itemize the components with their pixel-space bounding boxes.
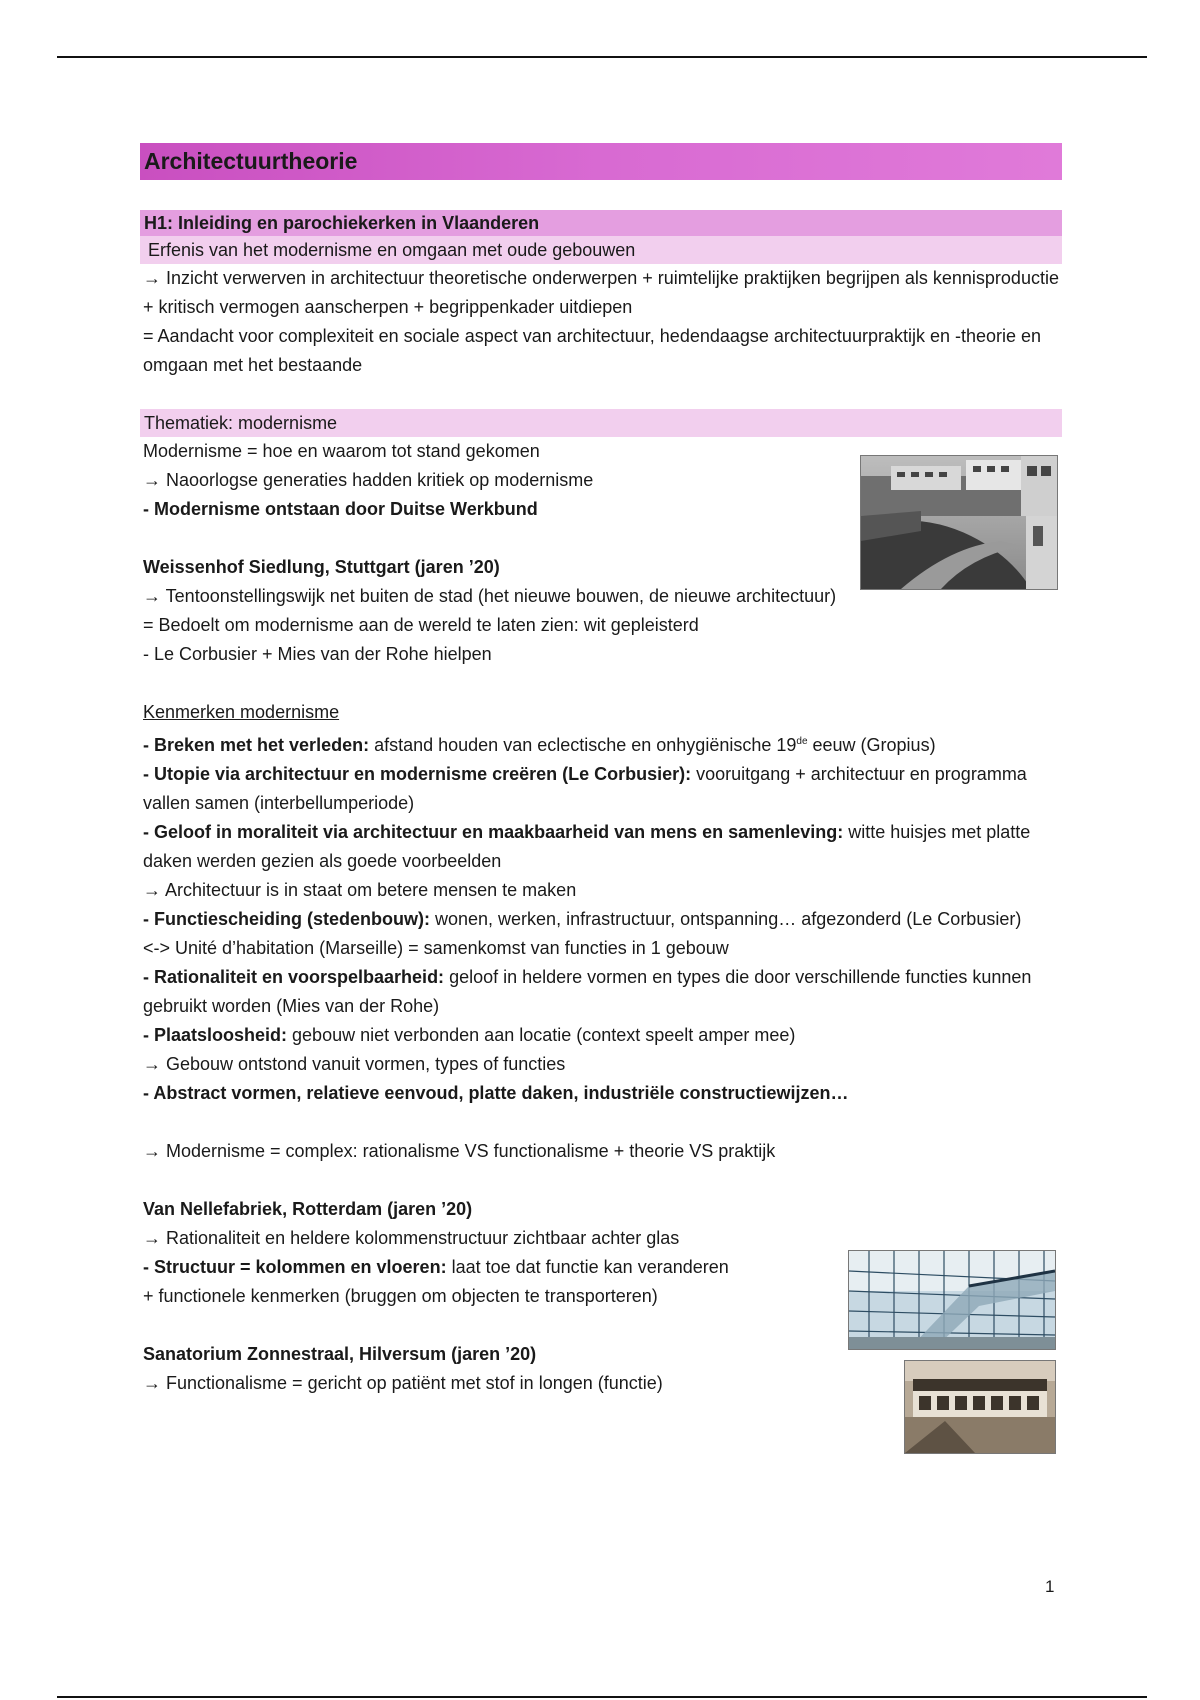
kenmerk-item: - Abstract vormen, relatieve eenvoud, platte daken, industriële constructiewijzen… bbox=[143, 1083, 849, 1103]
kenmerk-item: - Rationaliteit en voorspelbaarheid: geloof in heldere vormen en types die door verschillende functies kunnen gebruikt worden (Mies van der Rohe) bbox=[143, 967, 1032, 1016]
intro-paragraph-1: → Inzicht verwerven in architectuur theoretische onderwerpen + ruimtelijke praktijken begrijpen als kennisproductie + kritisch vermogen aanscherpen + begrippenkader uitdiepen bbox=[143, 268, 1059, 317]
kenmerk-note: → Gebouw ontstond vanuit vormen, types of functies bbox=[143, 1054, 566, 1074]
kenmerk-item: - Functiescheiding (stedenbouw): wonen, werken, infrastructuur, ontspanning… afgezonderd (Le Corbusier) bbox=[143, 909, 1022, 929]
modernism-line: → Naoorlogse generaties hadden kritiek op modernisme bbox=[143, 470, 594, 490]
header-rule bbox=[57, 56, 1147, 58]
zonnestraal-photo bbox=[904, 1360, 1056, 1454]
weissenhof-line: → Tentoonstellingswijk net buiten de stad (het nieuwe bouwen, de nieuwe architectuur) bbox=[143, 586, 837, 606]
kenmerk-item: - Geloof in moraliteit via architectuur en maakbaarheid van mens en samenleving: witte huisjes met platte daken werden gezien als goede voorbeelden bbox=[143, 822, 1031, 871]
modernism-line: - Modernisme ontstaan door Duitse Werkbund bbox=[143, 499, 538, 519]
weissenhof-photo bbox=[860, 455, 1058, 590]
page-number: 1 bbox=[1045, 1577, 1055, 1596]
weissenhof-line: - Le Corbusier + Mies van der Rohe hielpen bbox=[143, 644, 492, 664]
theme-heading: Thematiek: modernisme bbox=[140, 409, 1062, 437]
document-title: Architectuurtheorie bbox=[140, 143, 1062, 180]
nelle-title: Van Nellefabriek, Rotterdam (jaren ’20) bbox=[143, 1199, 473, 1219]
kenmerk-item: - Breken met het verleden: afstand houden van eclectische en onhygiënische 19de eeuw (Gropius) bbox=[143, 735, 936, 755]
nelle-line: - Structuur = kolommen en vloeren: laat toe dat functie kan veranderen bbox=[143, 1257, 729, 1277]
subheading: Erfenis van het modernisme en omgaan met oude gebouwen bbox=[140, 236, 1062, 264]
conclusion-line: → Modernisme = complex: rationalisme VS functionalisme + theorie VS praktijk bbox=[143, 1141, 776, 1161]
van-nelle-photo bbox=[848, 1250, 1056, 1350]
kenmerk-note: <-> Unité d’habitation (Marseille) = samenkomst van functies in 1 gebouw bbox=[143, 938, 729, 958]
footer-rule bbox=[57, 1696, 1147, 1698]
modernism-line: Modernisme = hoe en waarom tot stand gekomen bbox=[143, 441, 540, 461]
document-body bbox=[140, 143, 1062, 1398]
chapter-heading: H1: Inleiding en parochiekerken in Vlaanderen bbox=[140, 210, 1062, 236]
kenmerk-item: - Utopie via architectuur en modernisme creëren (Le Corbusier): vooruitgang + architectuur en programma vallen samen (interbellumperiode) bbox=[143, 764, 1027, 813]
nelle-line: + functionele kenmerken (bruggen om objecten te transporteren) bbox=[143, 1286, 658, 1306]
nelle-line: → Rationaliteit en heldere kolommenstructuur zichtbaar achter glas bbox=[143, 1228, 680, 1248]
zonnestraal-line: → Functionalisme = gericht op patiënt met stof in longen (functie) bbox=[143, 1373, 663, 1393]
weissenhof-title: Weissenhof Siedlung, Stuttgart (jaren ’20) bbox=[143, 557, 500, 577]
kenmerken-heading: Kenmerken modernisme bbox=[143, 702, 340, 722]
intro-paragraph-2: = Aandacht voor complexiteit en sociale aspect van architectuur, hedendaagse architectuurpraktijk en -theorie en omgaan met het bestaande bbox=[143, 326, 1042, 375]
kenmerk-item: - Plaatsloosheid: gebouw niet verbonden aan locatie (context speelt amper mee) bbox=[143, 1025, 796, 1045]
kenmerk-note: → Architectuur is in staat om betere mensen te maken bbox=[143, 880, 577, 900]
weissenhof-line: = Bedoelt om modernisme aan de wereld te laten zien: wit gepleisterd bbox=[143, 615, 699, 635]
zonnestraal-title: Sanatorium Zonnestraal, Hilversum (jaren ’20) bbox=[143, 1344, 537, 1364]
